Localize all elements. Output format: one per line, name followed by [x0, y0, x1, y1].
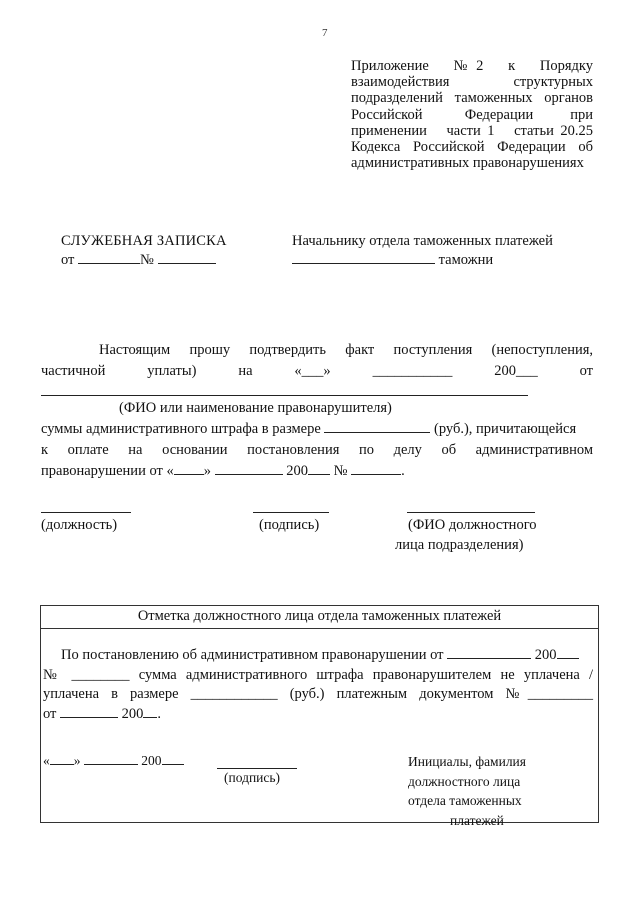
mark-ruling-date-field[interactable]	[447, 646, 531, 659]
period: .	[157, 705, 162, 722]
page-number: 7	[322, 27, 328, 39]
payment-year-prefix: 200	[121, 705, 144, 722]
word: по	[358, 442, 374, 458]
fio-caption-line-1: (ФИО должностного	[408, 517, 537, 533]
request-paragraph-continued	[41, 398, 593, 482]
word: не	[500, 666, 515, 683]
request-line-4	[41, 419, 593, 440]
word: основании	[162, 442, 228, 458]
word: факт	[345, 342, 375, 358]
word: к	[41, 442, 49, 458]
mark-line-1	[43, 646, 593, 666]
memo-date-number-row	[61, 251, 216, 269]
offender-name-field[interactable]	[41, 395, 528, 396]
word: административного	[185, 666, 308, 683]
period: .	[401, 463, 405, 479]
payment-year-field[interactable]	[143, 705, 157, 718]
year-field[interactable]: 200___	[494, 363, 538, 379]
signature-caption: (подпись)	[259, 517, 320, 533]
fine-amount-suffix: (руб.), причитающейся	[434, 421, 577, 437]
payment-date-label: от	[43, 705, 57, 722]
customs-name-field[interactable]	[292, 251, 435, 264]
word: на	[238, 363, 253, 379]
appendix-line: Российской Федерации при	[351, 106, 593, 123]
word: на	[128, 442, 143, 458]
mark-month-field[interactable]	[84, 752, 138, 765]
word: постановления	[247, 442, 340, 458]
quote-close: »	[203, 463, 215, 479]
official-caption-line: должностного лица	[408, 773, 521, 789]
mark-day-field[interactable]	[50, 752, 74, 765]
mark-year-field[interactable]	[557, 646, 579, 659]
word: уплачена	[523, 666, 580, 683]
customs-suffix: таможни	[438, 252, 494, 268]
word: в	[111, 686, 118, 702]
mark-date-row	[43, 752, 184, 769]
word: (руб.)	[289, 686, 325, 702]
mark-year-prefix: 200	[141, 753, 162, 768]
memo-date-field[interactable]	[78, 251, 140, 264]
fine-amount-field[interactable]	[324, 420, 430, 433]
mark-year-prefix: 200	[534, 647, 557, 663]
word: оплате	[67, 442, 109, 458]
ruling-date-label: правонарушении от «	[41, 463, 174, 479]
month-field[interactable]: ___________	[372, 363, 453, 379]
position-field[interactable]	[41, 512, 131, 513]
ruling-number-label: №	[329, 463, 348, 479]
request-line-5	[41, 440, 593, 461]
word: /	[589, 666, 594, 683]
mark-line-3	[43, 685, 593, 705]
word: административном	[475, 442, 594, 458]
memo-number-field[interactable]	[158, 251, 216, 264]
quote-open: «	[43, 753, 50, 768]
memo-title: СЛУЖЕБНАЯ ЗАПИСКА	[61, 233, 227, 249]
mark-line-2	[43, 666, 593, 686]
word: размере	[130, 686, 179, 702]
word: от	[579, 363, 593, 379]
appendix-line: взаимодействия структурных	[351, 74, 593, 91]
word: делу	[393, 442, 422, 458]
mark-signature-caption: (подпись)	[224, 770, 281, 785]
request-line-1	[41, 340, 593, 361]
signature-field[interactable]	[253, 512, 329, 513]
addressee-title: Начальнику отдела таможенных платежей	[292, 233, 553, 249]
mark-box-paragraph	[43, 646, 593, 724]
appendix-line: административных правонарушениях	[351, 155, 584, 172]
position-caption: (должность)	[41, 517, 118, 533]
payment-document-number-field[interactable]: №_________	[505, 686, 594, 702]
word: частичной	[41, 363, 106, 379]
word: штрафа	[316, 666, 364, 683]
ruling-number-field[interactable]	[351, 462, 401, 475]
offender-caption: (ФИО или наименование правонарушителя)	[119, 400, 392, 416]
mark-ruling-number-field[interactable]: ________	[71, 666, 130, 683]
request-line-2	[41, 361, 593, 382]
ruling-year-prefix: 200	[282, 463, 308, 479]
appendix-line: применении части 1 статьи 20.25	[351, 122, 593, 139]
fio-caption-line-2: лица подразделения)	[395, 537, 524, 553]
ruling-label: По постановлению об административном правонарушении от	[61, 647, 444, 663]
request-line-6	[41, 461, 593, 482]
memo-from-label: от	[61, 252, 75, 268]
word: сумма	[138, 666, 177, 683]
appendix-reference	[351, 58, 593, 171]
payments-department-mark-box	[40, 605, 599, 828]
word: поступления	[393, 342, 473, 358]
word: Настоящим	[99, 342, 171, 358]
day-field[interactable]: «___»	[294, 363, 331, 379]
official-caption-line: Инициалы, фамилия	[408, 754, 526, 769]
quote-close: »	[73, 753, 81, 768]
official-caption-line: отдела таможенных	[408, 793, 522, 808]
mark-line-4	[43, 705, 593, 725]
word: уплачена	[43, 686, 100, 702]
ruling-year-field[interactable]	[308, 462, 330, 475]
fine-amount-label: суммы административного штрафа в размере	[41, 421, 321, 437]
fio-field[interactable]	[407, 512, 535, 513]
appendix-line: Кодекса Российской Федерации об	[351, 139, 593, 156]
number-label: №	[43, 666, 63, 683]
ruling-day-field[interactable]	[174, 462, 204, 475]
mark-box-header: Отметка должностного лица отдела таможенных платежей	[41, 606, 598, 629]
word: об	[441, 442, 457, 458]
memo-number-label: №	[140, 252, 154, 268]
word: документом	[419, 686, 494, 702]
appendix-line: Приложение № 2 к Порядку	[351, 58, 593, 74]
mark-sign-year-field[interactable]	[162, 752, 184, 765]
word: (непоступления,	[491, 342, 594, 358]
payment-date-field[interactable]	[60, 705, 118, 718]
official-caption	[408, 752, 526, 830]
word: уплаты)	[147, 363, 197, 379]
mark-signature-field[interactable]	[217, 768, 297, 769]
word: платежным	[336, 686, 408, 702]
word: прошу	[189, 342, 231, 358]
ruling-month-field[interactable]	[215, 462, 283, 475]
official-caption-line: платежей	[450, 812, 504, 828]
word: правонарушителем	[372, 666, 492, 683]
word: подтвердить	[249, 342, 327, 358]
paid-amount-field[interactable]: ____________	[190, 686, 278, 702]
appendix-line: подразделений таможенных органов	[351, 90, 593, 107]
request-paragraph	[41, 340, 593, 382]
addressee-customs-row	[292, 251, 493, 269]
